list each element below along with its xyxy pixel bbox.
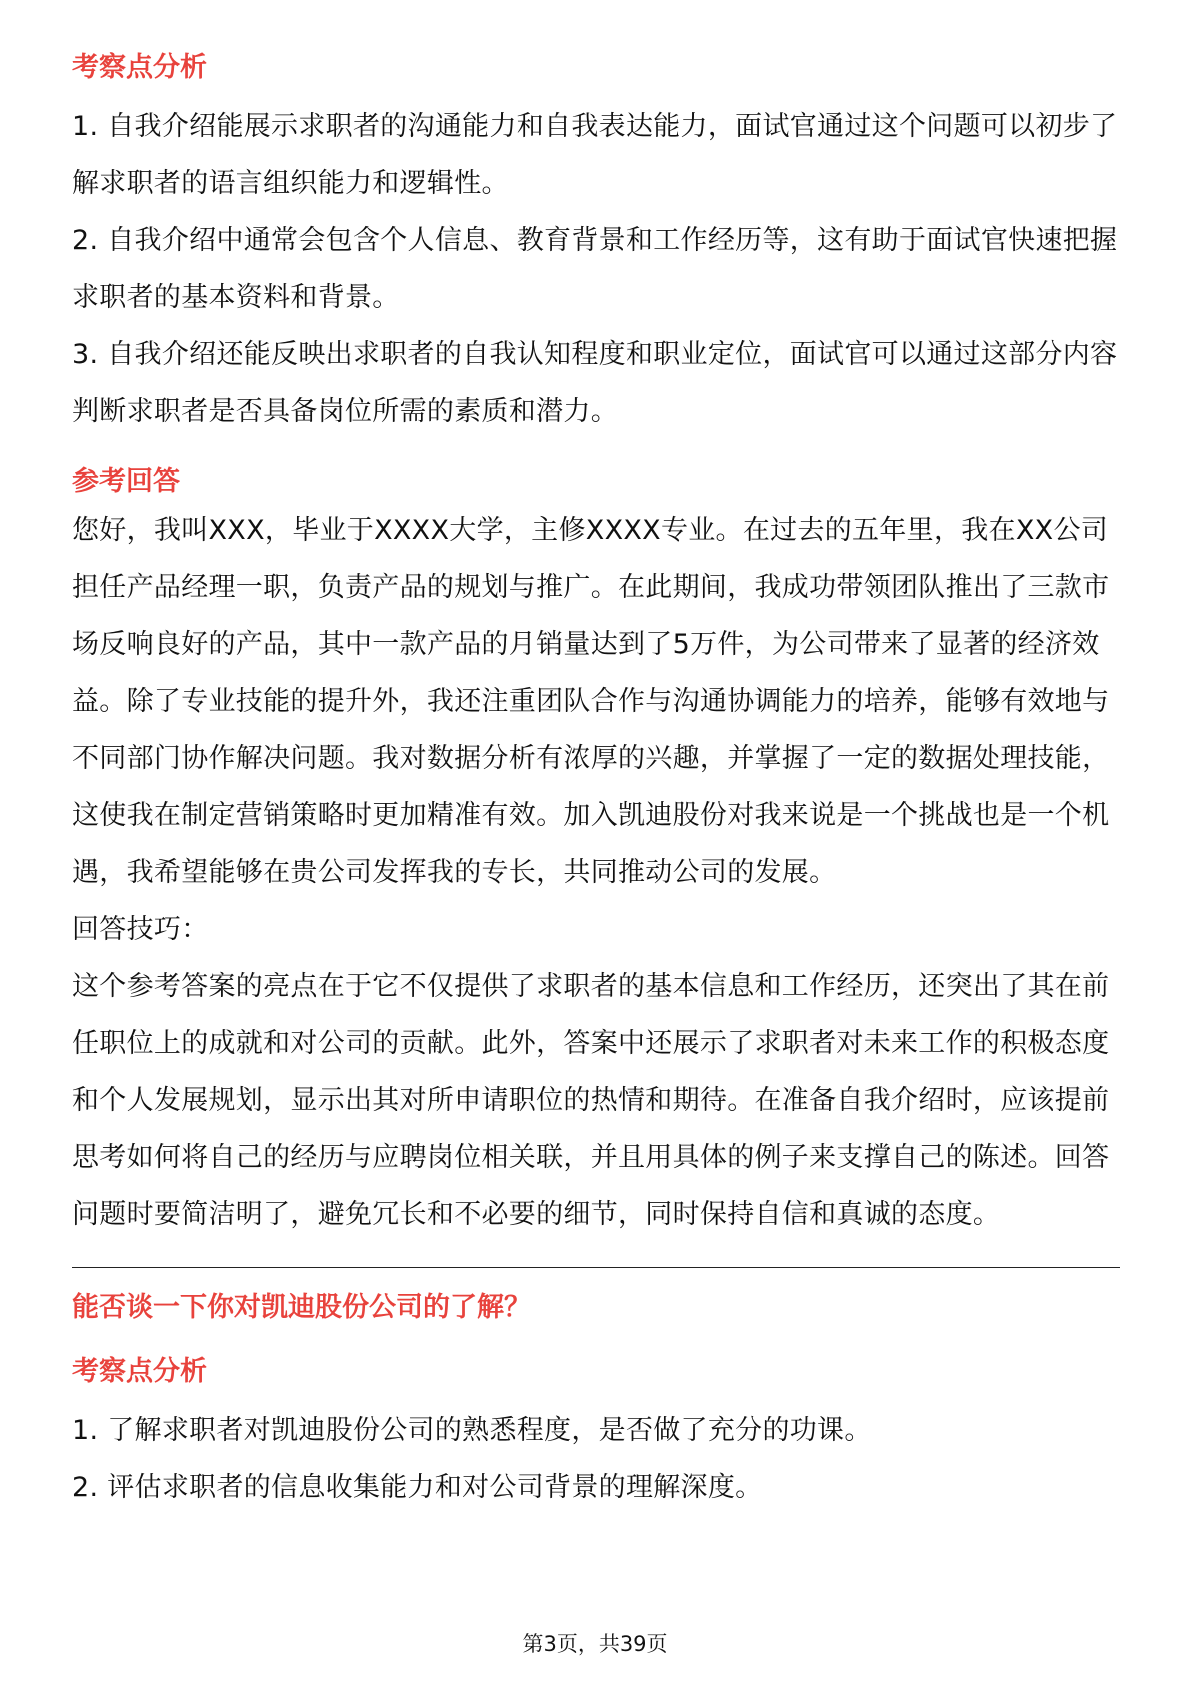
analysis-heading-2: 考察点分析 [72, 1356, 207, 1387]
answer-text: 您好，我叫XXX，毕业于XXXX大学，主修XXXX专业。在过去的五年里，我在XX公司担任产品经理一职，负责产品的规划与推广。在此期间，我成功带领团队推出了三款市场反响良好的产品，其中一款产品的月销量达到了5万件，为公司带来了显著的经济效益。除了专业技能的提升外，我还注重团队合作与沟通协调能力的培养，能够有效地与不同部门协作解决问题。我对数据分析有浓厚的兴趣，并掌握了一定的数据处理技能，这使我在制定营销策略时更加精准有效。加入凯迪股份对我来说是一个挑战也是一个机遇，我希望能够在贵公司发挥我的专长，共同推动公司的发展。 [72, 515, 1110, 888]
document-page [72, 48, 1120, 1516]
analysis-heading: 考察点分析 [72, 52, 207, 83]
analysis-item-2-2: 2. 评估求职者的信息收集能力和对公司背景的理解深度。 [72, 1472, 763, 1503]
analysis-item-3: 3. 自我介绍还能反映出求职者的自我认知程度和职业定位，面试官可以通过这部分内容判断求职者是否具备岗位所需的素质和潜力。 [72, 339, 1118, 427]
question-title: 能否谈一下你对凯迪股份公司的了解？ [72, 1292, 531, 1323]
analysis-item-2: 2. 自我介绍中通常会包含个人信息、教育背景和工作经历等，这有助于面试官快速把握求职者的基本资料和背景。 [72, 225, 1118, 313]
section-divider [72, 1267, 1120, 1268]
analysis-item-2-1: 1. 了解求职者对凯迪股份公司的熟悉程度，是否做了充分的功课。 [72, 1415, 872, 1446]
answer-heading: 参考回答 [72, 466, 180, 497]
analysis-item-1: 1. 自我介绍能展示求职者的沟通能力和自我表达能力，面试官通过这个问题可以初步了解求职者的语言组织能力和逻辑性。 [72, 111, 1118, 199]
page-number: 第3页，共39页 [522, 1632, 668, 1656]
tips-text: 这个参考答案的亮点在于它不仅提供了求职者的基本信息和工作经历，还突出了其在前任职位上的成就和对公司的贡献。此外，答案中还展示了求职者对未来工作的积极态度和个人发展规划，显示出其对所申请职位的热情和期待。在准备自我介绍时，应该提前思考如何将自己的经历与应聘岗位相关联，并且用具体的例子来支撑自己的陈述。回答问题时要简洁明了，避免冗长和不必要的细节，同时保持自信和真诚的态度。 [72, 971, 1110, 1230]
tips-label: 回答技巧： [72, 914, 209, 945]
